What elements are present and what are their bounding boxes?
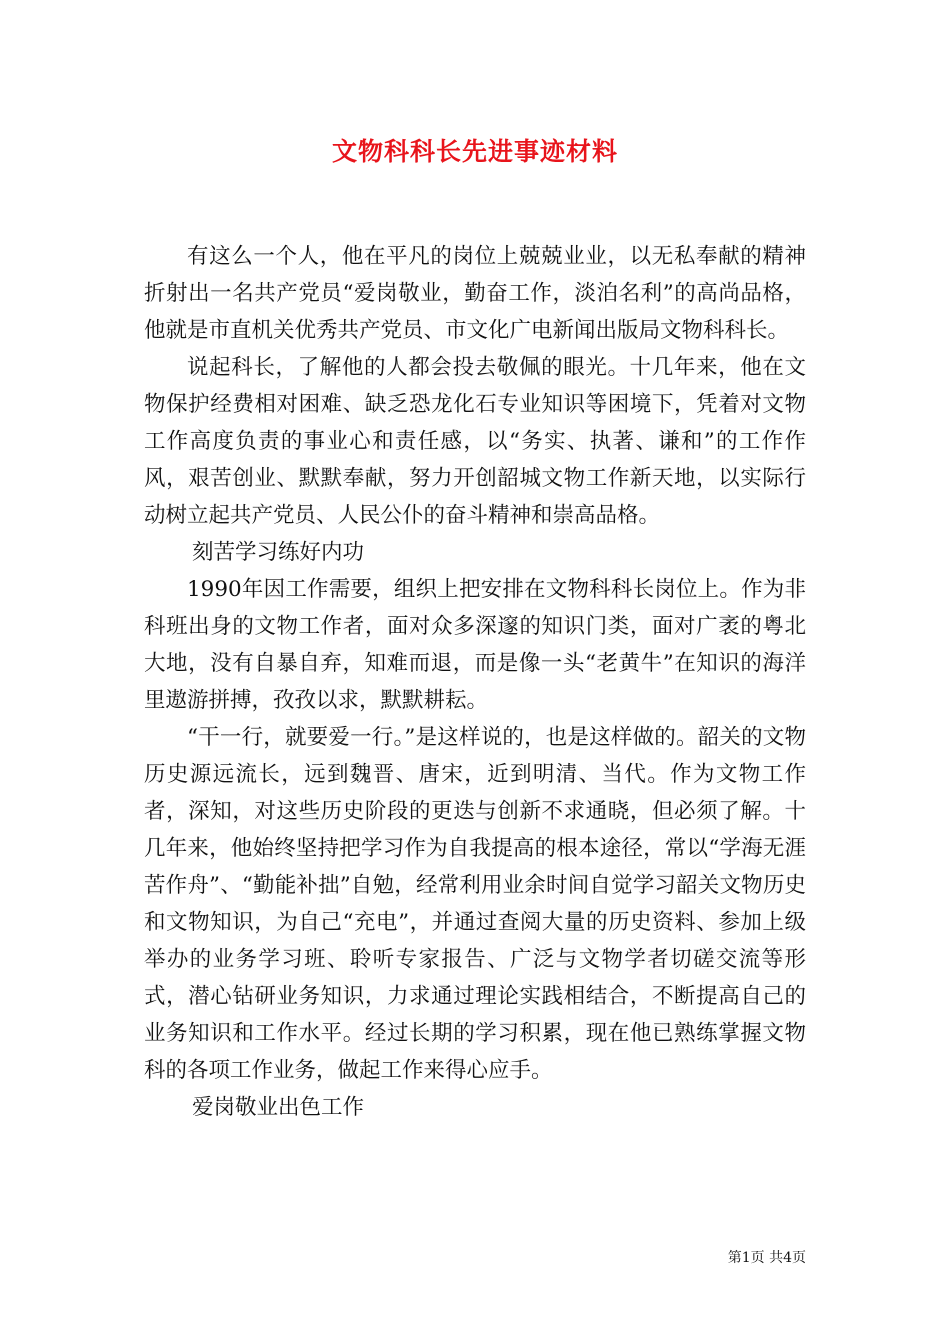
section-heading-study: 刻苦学习练好内功 <box>192 540 365 565</box>
page-number: 第1页 共4页 <box>727 1250 806 1266</box>
section-heading-dedication: 爱岗敬业出色工作 <box>192 1095 365 1120</box>
document-title: 文物科科长先进事迹材料 <box>331 137 618 166</box>
section-paragraph-1: 1990年因工作需要，组织上把安排在文物科科长岗位上。作为非科班出身的文物工作者，面对众多深邃的知识门类，面对广袤的粤北大地，没有自暴自弃，知难而退，而是像一头“老黄牛”在知识的海洋里遨游拼搏，孜孜以求，默默耕耘。 <box>144 577 806 713</box>
intro-paragraph-2: 说起科长，了解他的人都会投去敬佩的眼光。十几年来，他在文物保护经费相对困难、缺乏恐龙化石专业知识等困境下，凭着对文物工作高度负责的事业心和责任感，以“务实、执著、谦和”的工作作风，艰苦创业、默默奉献，努力开创韶城文物工作新天地，以实际行动树立起共产党员、人民公仆的奋斗精神和崇高品格。 <box>144 355 806 528</box>
document-body <box>144 238 806 1126</box>
section-paragraph-2: “干一行，就要爱一行。”是这样说的，也是这样做的。韶关的文物历史源远流长，远到魏晋、唐宋，近到明清、当代。作为文物工作者，深知，对这些历史阶段的更迭与创新不求通晓，但必须了解。十几年来，他始终坚持把学习作为自我提高的根本途径，常以“学海无涯苦作舟”、“勤能补拙”自勉，经常利用业余时间自觉学习韶关文物历史和文物知识，为自己“充电”，并通过查阅大量的历史资料、参加上级举办的业务学习班、聆听专家报告、广泛与文物学者切磋交流等形式，潜心钻研业务知识，力求通过理论实践相结合，不断提高自己的业务知识和工作水平。经过长期的学习积累，现在他已熟练掌握文物科的各项工作业务，做起工作来得心应手。 <box>144 725 806 1083</box>
intro-paragraph-1: 有这么一个人，他在平凡的岗位上兢兢业业，以无私奉献的精神折射出一名共产党员“爱岗敬业，勤奋工作，淡泊名利”的高尚品格，他就是市直机关优秀共产党员、市文化广电新闻出版局文物科科长。 <box>144 244 806 343</box>
